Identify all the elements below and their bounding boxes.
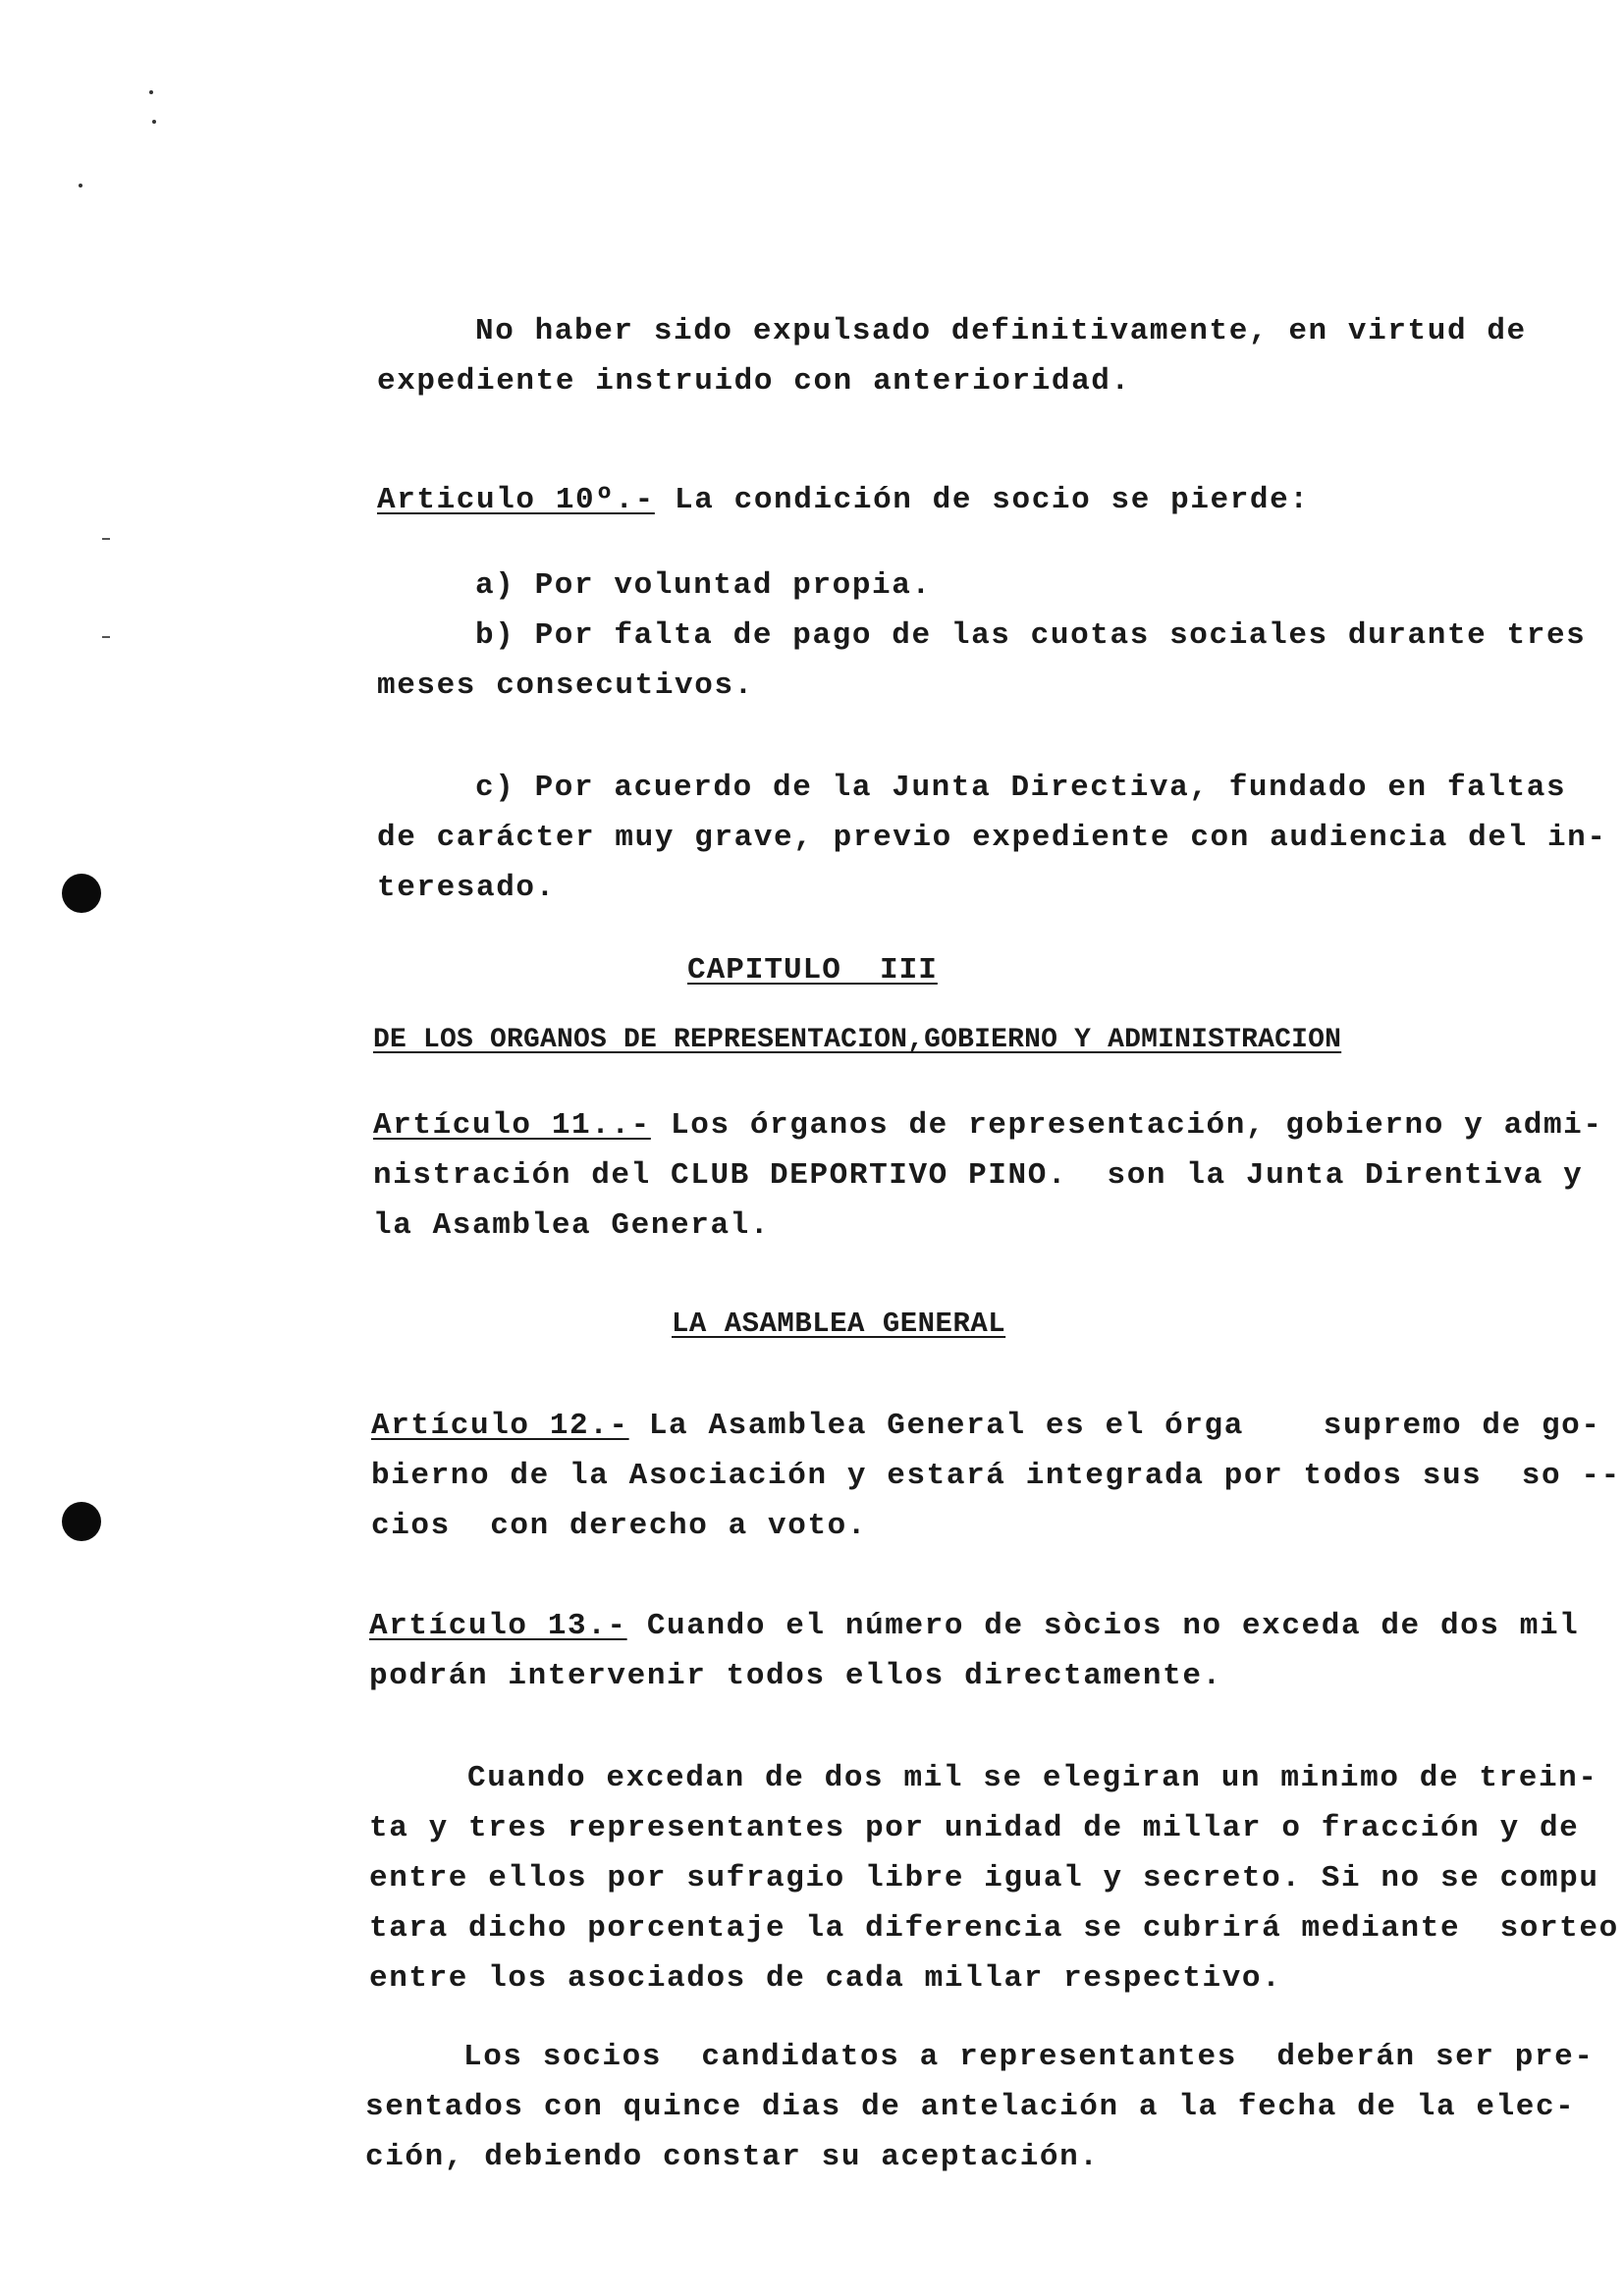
speck xyxy=(102,636,110,638)
article-11-line-2: nistración del CLUB DEPORTIVO PINO. son la Junta Direntiva y xyxy=(373,1158,1584,1193)
speck xyxy=(152,120,156,124)
intro-line-2: expediente instruido con anterioridad. xyxy=(377,364,1131,399)
article-10-item-b-line-2: meses consecutivos. xyxy=(377,668,754,703)
article-13-p2-line-5: entre los asociados de cada millar respectivo. xyxy=(369,1961,1282,1996)
speck xyxy=(149,90,153,94)
article-11-line-1 xyxy=(373,1106,1603,1146)
article-13-p3-line-1: Los socios candidatos a representantes deberán ser pre- xyxy=(463,2040,1595,2074)
article-11-line-3: la Asamblea General. xyxy=(373,1208,771,1243)
article-13-p2-line-1: Cuando excedan de dos mil se elegiran un minimo de trein- xyxy=(467,1761,1598,1795)
article-13-p3-line-3: ción, debiendo constar su aceptación. xyxy=(365,2140,1100,2174)
chapter-title: CAPITULO III xyxy=(687,953,938,988)
article-12-line-2: bierno de la Asociación y estará integrada por todos sus so -- xyxy=(371,1459,1621,1493)
article-12-label: Artículo 12.- xyxy=(371,1409,629,1443)
article-10-item-c-line-3: teresado. xyxy=(377,871,556,905)
article-10-label: Articulo 10º.- xyxy=(377,483,655,517)
chapter-subtitle: DE LOS ORGANOS DE REPRESENTACION,GOBIERNO Y ADMINISTRACION xyxy=(373,1025,1342,1055)
speck xyxy=(102,538,110,540)
article-10-heading xyxy=(377,481,1310,520)
speck xyxy=(79,184,82,187)
article-13-text: Cuando el número de sòcios no exceda de dos mil xyxy=(626,1609,1580,1643)
article-11-text: Los órganos de representación, gobierno y admi- xyxy=(650,1108,1603,1143)
article-13-p3-line-2: sentados con quince dias de antelación a la fecha de la elec- xyxy=(365,2090,1576,2124)
article-12-line-1 xyxy=(371,1407,1601,1446)
article-10-item-c-line-1: c) Por acuerdo de la Junta Directiva, fundado en faltas xyxy=(475,771,1567,805)
article-12-text: La Asamblea General es el órga supremo de go- xyxy=(628,1409,1601,1443)
article-11-label: Artículo 11..- xyxy=(373,1108,651,1143)
article-13-line-1 xyxy=(369,1607,1579,1646)
article-13-label: Artículo 13.- xyxy=(369,1609,627,1643)
article-10-item-b-line-1: b) Por falta de pago de las cuotas sociales durante tres xyxy=(475,618,1587,653)
article-10-item-a: a) Por voluntad propia. xyxy=(475,568,932,603)
intro-line-1: No haber sido expulsado definitivamente, en virtud de xyxy=(475,314,1527,348)
article-13-p2-line-3: entre ellos por sufragio libre igual y secreto. Si no se compu xyxy=(369,1861,1599,1896)
article-12-line-3: cios con derecho a voto. xyxy=(371,1509,868,1543)
article-10-text: La condición de socio se pierde: xyxy=(654,483,1310,517)
punch-hole-bottom xyxy=(62,1502,101,1541)
article-13-p2-line-4: tara dicho porcentaje la diferencia se cubrirá mediante sorteo xyxy=(369,1911,1619,1946)
article-10-item-c-line-2: de carácter muy grave, previo expediente con audiencia del in- xyxy=(377,821,1607,855)
section-title: LA ASAMBLEA GENERAL xyxy=(672,1308,1006,1340)
article-13-line-2: podrán intervenir todos ellos directamente. xyxy=(369,1659,1222,1693)
article-13-p2-line-2: ta y tres representantes por unidad de millar o fracción y de xyxy=(369,1811,1580,1845)
punch-hole-top xyxy=(62,874,101,913)
